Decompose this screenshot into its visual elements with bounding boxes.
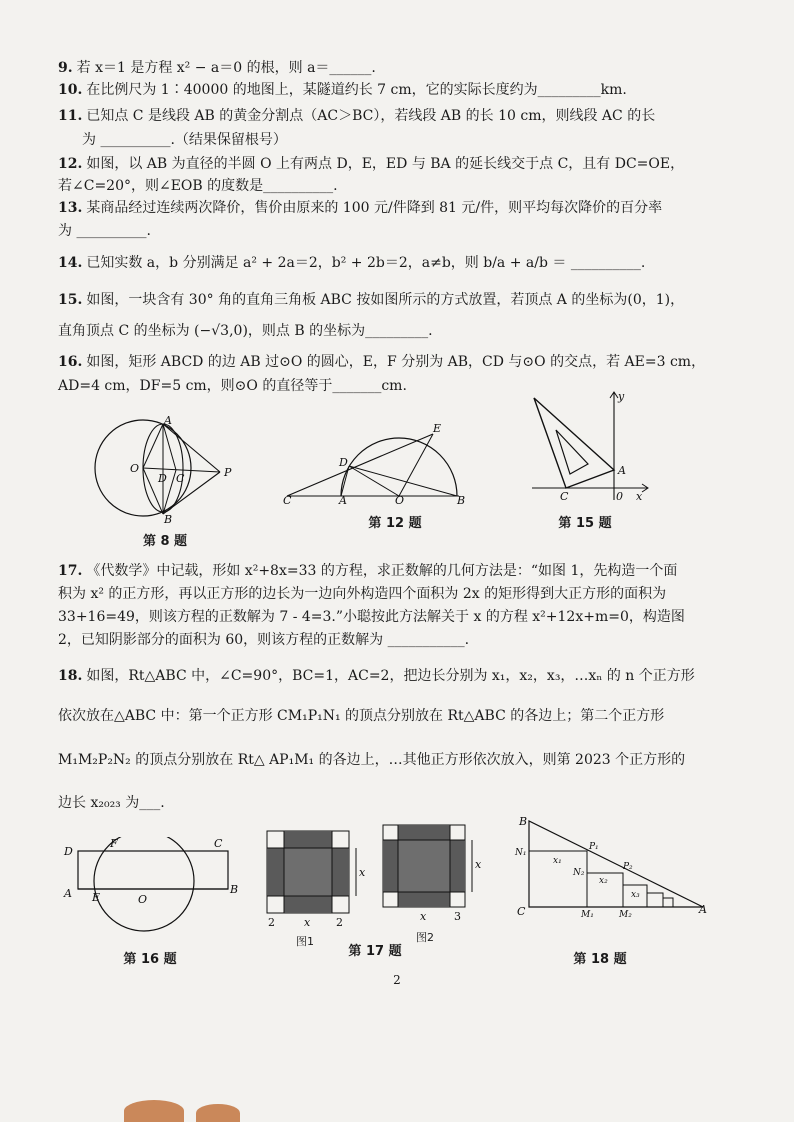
svg-text:C: C bbox=[214, 837, 223, 850]
svg-text:x: x bbox=[359, 866, 366, 879]
question-text: 依次放在△ABC 中：第一个正方形 CM₁P₁N₁ 的顶点分别放在 Rt△ABC 的各边上；第二个正方形 bbox=[58, 708, 665, 724]
svg-text:A: A bbox=[699, 903, 707, 916]
question-text: 如图，矩形 ABCD 的边 AB 过⊙O 的圆心，E，F 分别为 AB，CD 与⊙O 的交点，若 AE=3 cm， bbox=[86, 354, 706, 370]
question-text: 《代数学》中记载，形如 x²+8x=33 的方程，求正数解的几何方法是：“如图 1，先构造一个面 bbox=[86, 563, 678, 579]
question-11 bbox=[58, 105, 748, 127]
figure-16-diagram bbox=[58, 837, 238, 947]
question-11-cont bbox=[82, 129, 772, 151]
question-text: 某商品经过连续两次降价，售价由原来的 100 元/件降到 81 元/件，则平均每次降价的百分率 bbox=[86, 200, 663, 216]
question-text: 33+16=49，则该方程的正数解为 7 - 4=3.”小聪按此方法解关于 x 的方程 x²+12x+m=0，构造图 bbox=[58, 609, 685, 625]
svg-text:A: A bbox=[618, 464, 626, 477]
question-17 bbox=[58, 560, 748, 582]
question-13-cont bbox=[58, 220, 748, 242]
svg-text:C: C bbox=[517, 905, 526, 918]
figure-17-caption: 第 17 题 bbox=[348, 944, 402, 959]
svg-text:x: x bbox=[304, 916, 311, 929]
svg-text:P₁: P₁ bbox=[589, 842, 599, 852]
svg-text:0: 0 bbox=[616, 490, 623, 503]
svg-text:F: F bbox=[110, 837, 118, 850]
svg-text:C: C bbox=[283, 494, 292, 504]
question-text: 直角顶点 C 的坐标为 (−√3,0)，则点 B 的坐标为_________. bbox=[58, 323, 433, 339]
question-number: 12. bbox=[58, 156, 83, 172]
svg-text:A: A bbox=[64, 887, 72, 900]
question-18-cont3 bbox=[58, 792, 748, 814]
question-17-cont2 bbox=[58, 606, 748, 628]
figure-15-caption: 第 15 题 bbox=[558, 516, 612, 531]
question-text: 为 __________. bbox=[58, 223, 151, 239]
page-number: 2 bbox=[393, 973, 401, 987]
question-10 bbox=[58, 79, 748, 101]
svg-text:x₃: x₃ bbox=[631, 890, 640, 900]
finger-right-image bbox=[196, 1104, 240, 1122]
svg-text:O: O bbox=[395, 494, 405, 504]
question-text: 在比例尺为 1∶40000 的地图上，某隧道约长 7 cm，它的实际长度约为_________km. bbox=[86, 82, 627, 98]
svg-text:2: 2 bbox=[336, 916, 343, 929]
figure-18-caption: 第 18 题 bbox=[573, 952, 627, 967]
finger-left-image bbox=[124, 1100, 184, 1122]
question-17-cont1 bbox=[58, 583, 748, 605]
svg-text:C: C bbox=[560, 490, 569, 503]
figure-17-image-1 bbox=[262, 826, 372, 932]
question-number: 10. bbox=[58, 82, 83, 98]
question-number: 16. bbox=[58, 354, 83, 370]
question-text: AD=4 cm，DF=5 cm，则⊙O 的直径等于_______cm. bbox=[58, 378, 407, 394]
question-text: 如图，一块含有 30° 角的直角三角板 ABC 按如图所示的方式放置，若顶点 A 的坐标为(0，1)， bbox=[86, 292, 685, 308]
svg-text:2: 2 bbox=[268, 916, 275, 929]
question-number: 15. bbox=[58, 292, 83, 308]
question-18 bbox=[58, 665, 748, 687]
question-9 bbox=[58, 57, 748, 79]
question-12 bbox=[58, 153, 748, 175]
figure-8-caption: 第 8 题 bbox=[142, 534, 188, 549]
svg-text:M₁: M₁ bbox=[581, 910, 594, 920]
svg-text:x₁: x₁ bbox=[553, 856, 562, 866]
svg-text:A: A bbox=[164, 414, 172, 427]
question-text: 如图，Rt△ABC 中，∠C=90°，BC=1，AC=2，把边长分别为 x₁，x₂，x₃，…xₙ 的 n 个正方形 bbox=[86, 668, 695, 684]
question-text: 积为 x² 的正方形，再以正方形的边长为一边向外构造四个面积为 2x 的矩形得到大正方形的面积为 bbox=[58, 586, 667, 602]
svg-text:P: P bbox=[224, 466, 232, 479]
question-17-cont3 bbox=[58, 629, 748, 651]
question-text: 已知实数 a，b 分别满足 a² + 2a＝2，b² + 2b＝2，a≠b，则 b/a + a/b ＝ __________. bbox=[86, 255, 646, 271]
svg-text:x₂: x₂ bbox=[599, 876, 608, 886]
figure-12-diagram bbox=[283, 422, 473, 504]
question-text: 已知点 C 是线段 AB 的黄金分割点（AC＞BC），若线段 AB 的长 10 cm，则线段 AC 的长 bbox=[86, 108, 656, 124]
figure-17-image-2 bbox=[378, 820, 488, 926]
question-text: 为 __________.（结果保留根号） bbox=[82, 132, 287, 148]
question-number: 18. bbox=[58, 668, 83, 684]
svg-text:O: O bbox=[130, 462, 140, 475]
svg-text:x: x bbox=[475, 858, 482, 871]
svg-text:E: E bbox=[92, 891, 101, 904]
question-12-cont bbox=[58, 175, 748, 197]
svg-text:3: 3 bbox=[454, 910, 461, 923]
svg-text:B: B bbox=[457, 494, 466, 504]
figure-8-diagram bbox=[88, 412, 238, 524]
svg-text:B: B bbox=[230, 883, 238, 896]
question-13 bbox=[58, 197, 748, 219]
question-18-cont1 bbox=[58, 705, 748, 727]
question-15 bbox=[58, 289, 748, 311]
question-number: 9. bbox=[58, 60, 73, 76]
svg-text:O: O bbox=[138, 893, 148, 906]
question-14 bbox=[58, 252, 748, 274]
question-number: 11. bbox=[58, 108, 83, 124]
svg-text:E: E bbox=[433, 422, 442, 435]
question-text: M₁M₂P₂N₂ 的顶点分别放在 Rt△ AP₁M₁ 的各边上，…其他正方形依次放入，则第 2023 个正方形的 bbox=[58, 752, 686, 768]
question-text: 若 x＝1 是方程 x² − a＝0 的根，则 a＝______. bbox=[76, 60, 376, 76]
question-text: 如图，以 AB 为直径的半圆 O 上有两点 D，E，ED 与 BA 的延长线交于点 C，且有 DC=OE， bbox=[86, 156, 685, 172]
question-number: 13. bbox=[58, 200, 83, 216]
svg-text:A: A bbox=[339, 494, 347, 504]
svg-text:x: x bbox=[636, 490, 643, 503]
question-text: 2，已知阴影部分的面积为 60，则该方程的正数解为 ___________. bbox=[58, 632, 470, 648]
svg-text:P₂: P₂ bbox=[623, 862, 633, 872]
figure-15-diagram bbox=[522, 388, 652, 506]
question-16 bbox=[58, 351, 748, 373]
svg-text:B: B bbox=[519, 815, 528, 828]
svg-text:M₂: M₂ bbox=[619, 910, 632, 920]
question-15-cont bbox=[58, 320, 748, 342]
svg-text:N₂: N₂ bbox=[573, 868, 585, 878]
svg-text:D: D bbox=[64, 845, 73, 858]
svg-text:D: D bbox=[339, 456, 348, 469]
svg-text:B: B bbox=[164, 513, 173, 524]
svg-text:N₁: N₁ bbox=[515, 848, 527, 858]
question-text: 边长 x₂₀₂₃ 为___. bbox=[58, 795, 165, 811]
figure-17-image-2-caption: 图2 bbox=[416, 931, 434, 944]
question-text: 若∠C=20°，则∠EOB 的度数是__________. bbox=[58, 178, 338, 194]
figure-16-caption: 第 16 题 bbox=[123, 952, 177, 967]
svg-text:C: C bbox=[176, 472, 185, 485]
question-18-cont2 bbox=[58, 749, 748, 771]
svg-text:x: x bbox=[420, 910, 427, 923]
figure-12-caption: 第 12 题 bbox=[368, 516, 422, 531]
svg-text:D: D bbox=[158, 472, 167, 485]
figure-17-image-1-caption: 图1 bbox=[296, 935, 314, 948]
question-number: 14. bbox=[58, 255, 83, 271]
question-number: 17. bbox=[58, 563, 83, 579]
svg-text:y: y bbox=[618, 390, 625, 403]
figure-18-diagram bbox=[513, 815, 713, 920]
